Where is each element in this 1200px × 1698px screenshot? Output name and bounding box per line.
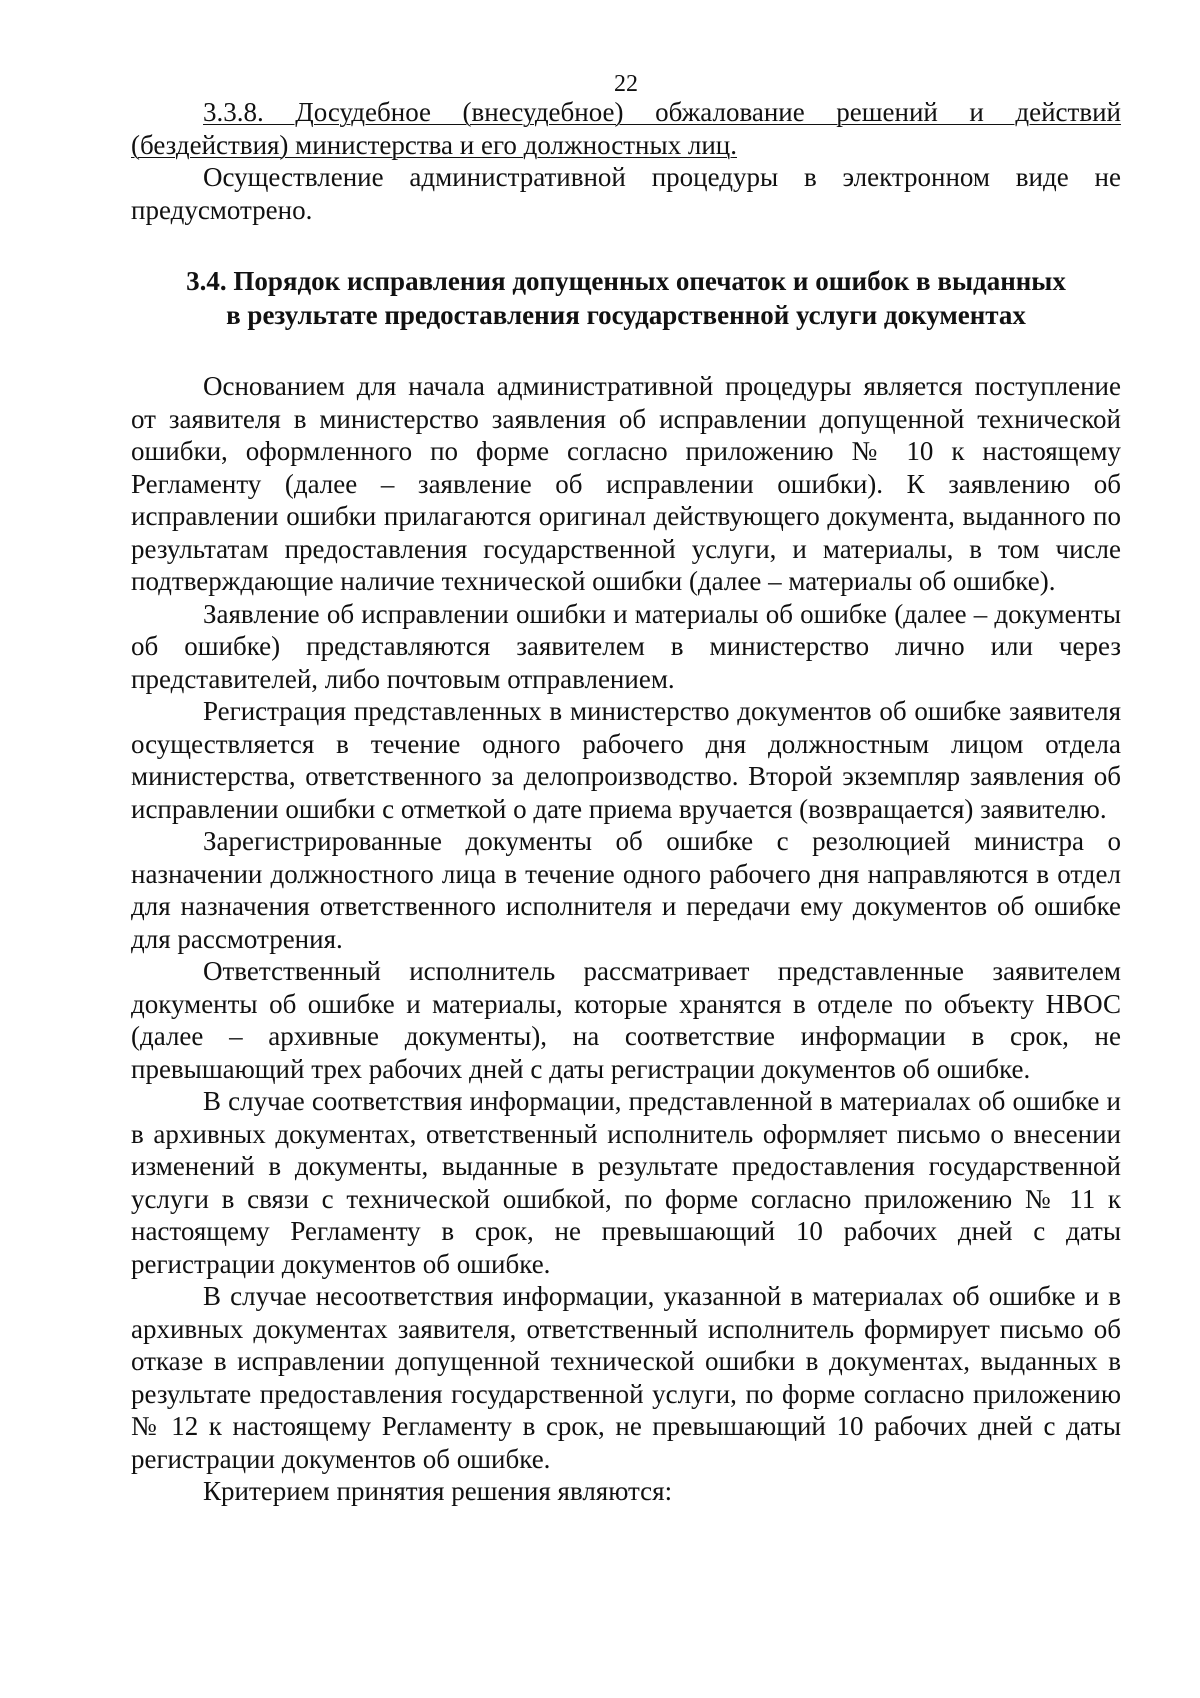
- section-34-heading-line2: в результате предоставления государственной услуги документах: [226, 300, 1026, 330]
- paragraph-8: Критерием принятия решения являются:: [203, 1476, 673, 1506]
- document-page: [131, 72, 1121, 1508]
- section-338-heading-text: 3.3.8. Досудебное (внесудебное) обжалование решений и действий (бездействия) министерства и его должностных лиц.: [131, 97, 1121, 160]
- paragraph-6: В случае соответствия информации, представленной в материалах об ошибке и в архивных документах, ответственный исполнитель оформляет письмо о внесении изменений в документы, выданные в результате предоставления государственной услуги в связи с технической ошибкой, по форме согласно приложению № 11 к настоящему Регламенту в срок, не превышающий 10 рабочих дней с даты регистрации документов об ошибке.: [131, 1086, 1121, 1279]
- section-34-heading-line1: 3.4. Порядок исправления допущенных опечаток и ошибок в выданных: [186, 266, 1066, 296]
- paragraph-5: Ответственный исполнитель рассматривает представленные заявителем документы об ошибке и материалы, которые хранятся в отделе по объекту НВОС (далее – архивные документы), на соответствие информации в срок, не превышающий трех рабочих дней с даты регистрации документов об ошибке.: [131, 956, 1121, 1084]
- paragraph-3: Регистрация представленных в министерство документов об ошибке заявителя осуществляется в течение одного рабочего дня должностным лицом отдела министерства, ответственного за делопроизводство. Второй экземпляр заявления об исправлении ошибки с отметкой о дате приема вручается (возвращается) заявителю.: [131, 696, 1121, 824]
- section-34-heading: [131, 264, 1121, 332]
- section-338-heading: [131, 96, 1121, 161]
- paragraph-2: Заявление об исправлении ошибки и материалы об ошибке (далее – документы об ошибке) представляются заявителем в министерство лично или через представителей, либо почтовым отправлением.: [131, 598, 1121, 694]
- paragraph-4: Зарегистрированные документы об ошибке с резолюцией министра о назначении должностного лица в течение одного рабочего дня направляются в отдел для назначения ответственного исполнителя и передачи ему документов об ошибке для рассмотрения.: [131, 826, 1121, 954]
- page-number: 22: [614, 71, 638, 97]
- paragraph-7: В случае несоответствия информации, указанной в материалах об ошибке и в архивных документах заявителя, ответственный исполнитель формирует письмо об отказе в исправлении допущенной технической ошибки в документах, выданных в результате предоставления государственной услуги, по форме согласно приложению № 12 к настоящему Регламенту в срок, не превышающий 10 рабочих дней с даты регистрации документов об ошибке.: [131, 1281, 1121, 1474]
- paragraph-1: Основанием для начала административной процедуры является поступление от заявителя в министерство заявления об исправлении допущенной технической ошибки, оформленного по форме согласно приложению № 10 к настоящему Регламенту (далее – заявление об исправлении ошибки). К заявлению об исправлении ошибки прилагаются оригинал действующего документа, выданного по результатам предоставления государственной услуги, и материалы, в том числе подтверждающие наличие технической ошибки (далее – материалы об ошибке).: [131, 371, 1121, 596]
- section-338-text: Осуществление административной процедуры в электронном виде не предусмотрено.: [131, 162, 1121, 225]
